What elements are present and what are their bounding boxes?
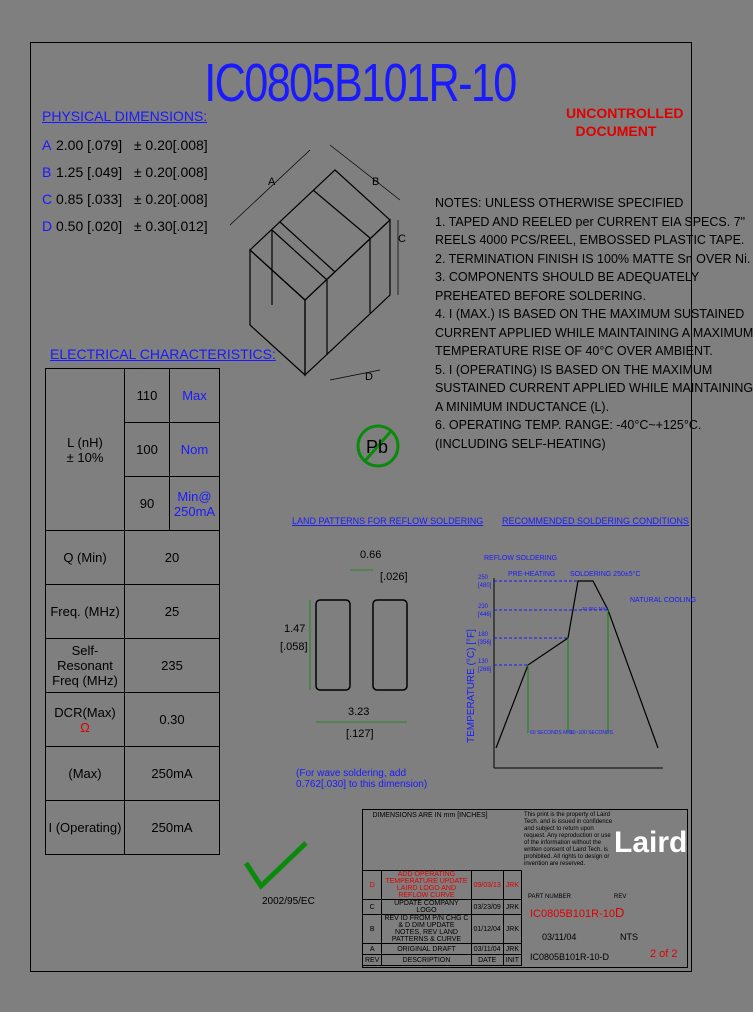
svg-text:[.058]: [.058] [280,641,308,653]
note-line: 5. I (OPERATING) IS BASED ON THE MAXIMUM [435,362,713,377]
note-line: REELS 4000 PCS/REEL, EMBOSSED PLASTIC TAPE. [435,233,745,247]
notes-heading: NOTES: UNLESS OTHERWISE SPECIFIED [435,196,684,210]
drawing-number: IC0805B101R-10-D [530,952,610,962]
dimension-row: C 0.85 [.033] ± 0.20[.008] [42,191,208,207]
note-line: A MINIMUM INDUCTANCE (L). [435,399,610,414]
svg-text:250: 250 [478,575,489,581]
svg-text:SOLDERING 250±5°C: SOLDERING 250±5°C [570,571,641,578]
note-line: TEMPERATURE RISE OF 40°C OVER AMBIENT. [435,344,713,358]
svg-text:1.47: 1.47 [284,623,306,635]
laird-logo: Laird [614,826,688,859]
svg-text:REFLOW SOLDERING: REFLOW SOLDERING [484,555,558,562]
electrical-table: L (nH) ± 10% 110 Max 100 Nom 90 Min@ 250mA Q (Min) 20 Freq. (MHz) 25 Self-Resonant Freq (MHz) 235 DCR(Max) Ω 0.30 (Max) 250mA I (Operating) 250mA [45,368,220,855]
dim-label-d: D [365,371,373,383]
rohs-check-icon [236,838,316,896]
note-line: SUSTAINED CURRENT APPLIED WHILE MAINTAINING [435,381,753,395]
title-block-date: 03/11/04 [542,932,577,942]
dimension-row: D 0.50 [.020] ± 0.30[.012] [42,218,208,234]
lead-free-icon [354,410,402,482]
note-line: CURRENT APPLIED WHILE MAINTAINING A MAXIMUM [435,325,753,340]
svg-text:0.66: 0.66 [360,549,382,561]
svg-text:60 SECONDS MIN.: 60 SECONDS MIN. [530,730,574,736]
svg-text:130: 130 [478,659,489,665]
revision-table: D ADD OPERATING TEMPERATURE UPDATE LAIRD LOGO AND REFLOW CURVE 09/03/13 JRK C UPDATE COMPANY LOGO 03/23/09 JRK B REV ID FROM P/N CHG C & D DIM UPDATE NOTES, REV LAND PATTERNS & CURVE 01/12/04 JRK A ORIGINAL DRAFT 03/11/04 JRK REV DESCRIPTION DATE INIT [362,870,522,966]
note-line: 3. COMPONENTS SHOULD BE ADEQUATELY [435,270,700,284]
svg-text:[.127]: [.127] [346,728,374,740]
svg-text:PRE-HEATING: PRE-HEATING [508,571,556,578]
part-number-label: PART NUMBER [528,894,572,900]
dimension-row: A 2.00 [.079] ± 0.20[.008] [42,137,208,153]
wave-soldering-note: (For wave soldering, add 0.762[.030] to this dimension) [296,768,428,790]
svg-text:Pb: Pb [366,437,389,457]
dimension-row: B 1.25 [.049] ± 0.20[.008] [42,164,208,180]
physical-dimensions-heading: PHYSICAL DIMENSIONS: [42,108,208,124]
dim-label-b: B [372,176,380,188]
dimensions-units-note: DIMENSIONS ARE IN mm [INCHES] [372,812,488,819]
svg-text:TEMPERATURE (°C) [°F]: TEMPERATURE (°C) [°F] [466,629,477,743]
part-number-title: IC0805B101R-10 [204,53,516,113]
sheet-number: 2 of 2 [650,948,678,960]
dim-label-a: A [268,176,276,188]
land-pattern-drawing [280,540,430,750]
note-line: 2. TERMINATION FINISH IS 100% MATTE Sn OVER Ni. [435,251,751,266]
svg-text:180: 180 [478,632,489,638]
svg-text:[446]: [446] [478,612,492,618]
notes-block [435,194,753,453]
svg-text:[266]: [266] [478,667,492,673]
rev-label: REV [614,894,627,900]
svg-text:[480]: [480] [478,583,492,589]
soldering-conditions-heading: RECOMMENDED SOLDERING CONDITIONS [502,516,690,526]
svg-text:30~100 SECONDS: 30~100 SECONDS [570,730,613,736]
rohs-directive: 2002/95/EC [262,896,315,907]
title-block-part-number: IC0805B101R-10 [530,908,616,920]
note-line: 1. TAPED AND REELED per CURRENT EIA SPECS. 7" [435,214,746,229]
uncontrolled-document-stamp: UNCONTROLLED DOCUMENT [566,105,684,139]
svg-text:NATURAL COOLING: NATURAL COOLING [630,597,697,604]
svg-text:[356]: [356] [478,640,492,646]
note-line: 4. I (MAX.) IS BASED ON THE MAXIMUM SUSTAINED [435,307,745,321]
title-block-rev: D [615,905,625,920]
reflow-profile-chart [458,548,697,773]
svg-text:230: 230 [478,604,489,610]
proprietary-notice: This print is the property of Laird Tech. and is issued in confidence and subject to return upon request. Any reproduction or use of the information without the written consent of Laird Tech. is prohibited. All rights to design or invention are reserved. [524,812,613,867]
note-line: (INCLUDING SELF-HEATING) [435,436,606,451]
svg-text:[.026]: [.026] [380,571,408,583]
note-line: PREHEATED BEFORE SOLDERING. [435,288,646,303]
electrical-characteristics-heading: ELECTRICAL CHARACTERISTICS: [50,346,276,362]
title-block-scale: NTS [620,932,638,942]
note-line: 6. OPERATING TEMP. RANGE: -40°C~+125°C. [435,418,702,432]
inductance-label-cell: L (nH) ± 10% [46,369,125,531]
land-patterns-heading: LAND PATTERNS FOR REFLOW SOLDERING [292,516,484,526]
svg-text:10 SEC MAX: 10 SEC MAX [582,606,609,611]
dim-label-c: C [398,233,406,245]
svg-text:3.23: 3.23 [348,706,370,718]
